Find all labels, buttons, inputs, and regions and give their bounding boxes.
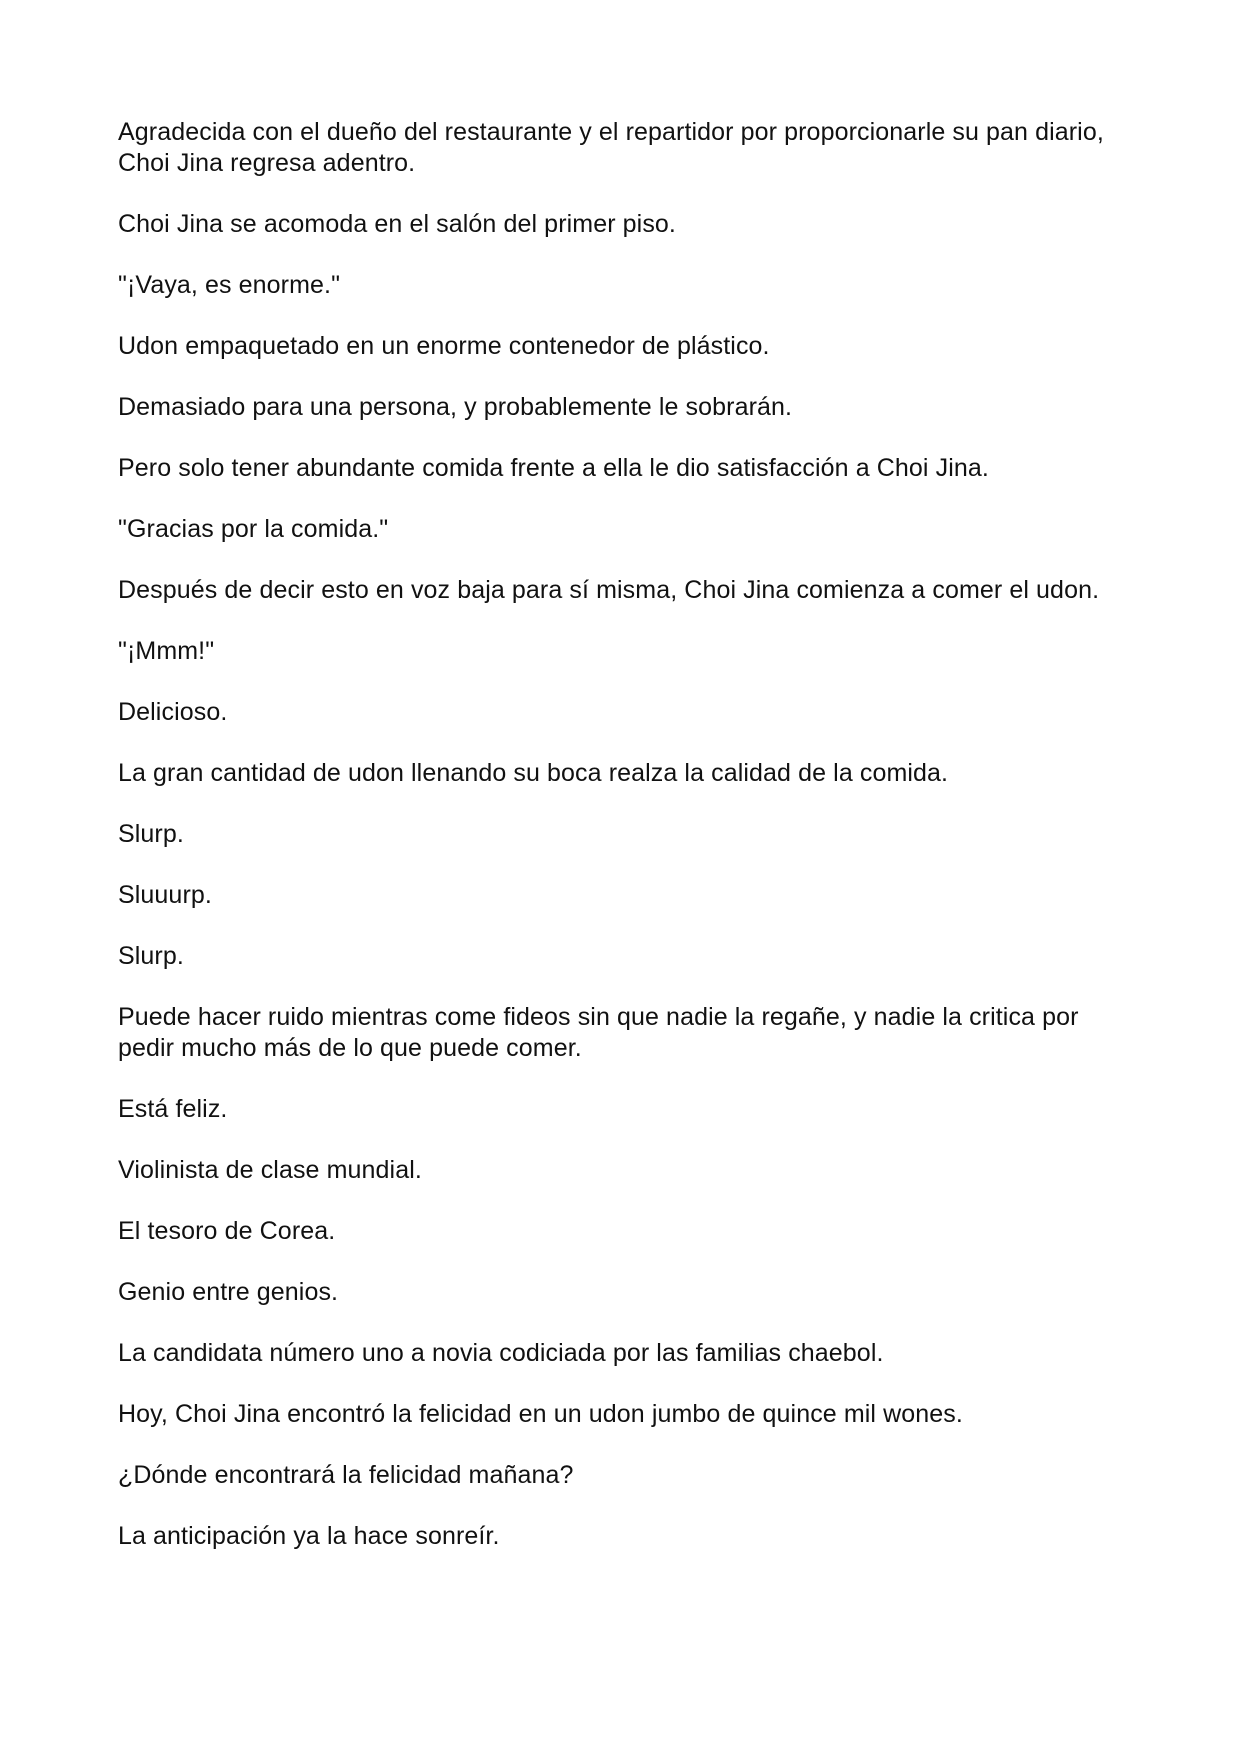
paragraph: Genio entre genios. [118,1278,339,1306]
paragraph: Después de decir esto en voz baja para sí misma, Choi Jina comienza a comer el udon. [118,576,1100,604]
paragraph: Agradecida con el dueño del restaurante y el repartidor por proporcionarle su pan diario, Choi Jina regresa adentro. [118,118,1104,177]
paragraph: La gran cantidad de udon llenando su boca realza la calidad de la comida. [118,759,949,787]
paragraph: Udon empaquetado en un enorme contenedor de plástico. [118,332,770,360]
paragraph: Sluuurp. [118,881,212,909]
paragraph: Está feliz. [118,1095,228,1123]
paragraph: Delicioso. [118,698,228,726]
paragraph: Puede hacer ruido mientras come fideos sin que nadie la regañe, y nadie la critica por pedir mucho más de lo que puede comer. [118,1003,1079,1062]
paragraph: "Gracias por la comida." [118,515,389,543]
paragraph: Demasiado para una persona, y probablemente le sobrarán. [118,393,793,421]
document-body [118,117,1128,1582]
paragraph: Hoy, Choi Jina encontró la felicidad en un udon jumbo de quince mil wones. [118,1400,963,1428]
paragraph: Violinista de clase mundial. [118,1156,422,1184]
paragraph: El tesoro de Corea. [118,1217,336,1245]
paragraph: Choi Jina se acomoda en el salón del primer piso. [118,210,676,238]
paragraph: Pero solo tener abundante comida frente a ella le dio satisfacción a Choi Jina. [118,454,989,482]
paragraph: ¿Dónde encontrará la felicidad mañana? [118,1461,574,1489]
paragraph: Slurp. [118,820,184,848]
paragraph: Slurp. [118,942,184,970]
paragraph: La anticipación ya la hace sonreír. [118,1522,500,1550]
paragraph: "¡Vaya, es enorme." [118,271,341,299]
paragraph: La candidata número uno a novia codiciada por las familias chaebol. [118,1339,884,1367]
paragraph: "¡Mmm!" [118,637,215,665]
